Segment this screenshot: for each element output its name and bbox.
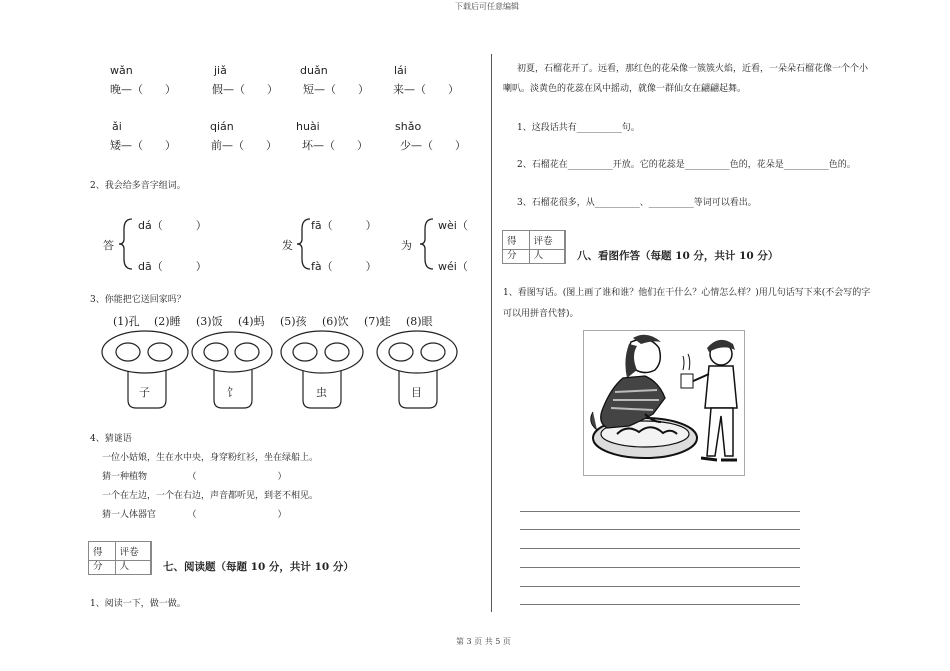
word-item: (5)孩 [280,315,307,328]
score-label: 得分 [89,542,116,574]
page-footer: 第 3 页 共 5 页 [456,637,511,646]
answer-line[interactable] [520,586,800,587]
mushroom-radical: 虫 [316,386,327,399]
riddle-2-answer: 猜一人体器官 （ ） [102,510,287,520]
antonym-item: 晚—（ ） [110,83,176,96]
brace-icon [296,217,312,271]
pinyin: lái [394,64,407,77]
mushroom-radical: 饣 [227,386,238,399]
antonym-item: 少—（ ） [400,139,466,152]
pinyin: huài [296,120,320,133]
question-4-title: 4、猜谜语 [90,434,132,444]
score-box [88,541,152,575]
antonym-item: 坏—（ ） [302,139,368,152]
mushroom-houses [96,330,486,412]
pinyin: ǎi [112,120,122,133]
riddle-1: 一位小姑娘，生在水中央，身穿粉红衫，坐在绿船上。 [102,453,319,463]
picture-question-line-1: 1、看图写话。(图上画了谁和谁？他们在干什么？心情怎么样？)用几句话写下来(不会写的字 [503,288,871,298]
riddle-2: 一个在左边，一个在右边，声音都听见，到老不相见。 [102,491,319,501]
answer-line[interactable] [520,548,800,549]
word-item: (7)蛙 [364,315,391,328]
passage-line-2: 喇叭。淡黄色的花蕊在风中摇动，就像一群仙女在翩翩起舞。 [503,84,747,94]
word-item: (8)眼 [406,315,433,328]
polyphone-top: fā（ ） [311,219,377,232]
word-item: (1)孔 [113,315,140,328]
answer-line[interactable] [520,567,800,568]
polyphone-top: wèi（ [438,219,468,232]
illustration-image [583,330,745,476]
page-header: 下载后可任意编辑 [455,2,519,11]
antonym-item: 矮—（ ） [110,139,176,152]
score-label: 得分 [503,231,530,263]
score-box [502,230,566,264]
section-8-title: 八、看图作答（每题 10 分，共计 10 分） [577,250,779,262]
polyphone-bottom: dā（ ） [138,260,207,273]
pinyin: wǎn [110,64,133,77]
mushroom-radical: 子 [139,386,150,399]
pinyin: jiǎ [214,64,227,77]
brace-icon [419,217,435,271]
grader-label: 评卷人 [530,231,565,263]
reading-question-1: 1、这段话共有__________句。 [517,123,640,133]
picture-question-line-2: 可以用拼音代替)。 [503,309,579,319]
antonym-item: 来—（ ） [393,83,459,96]
section-7-title: 七、阅读题（每题 10 分，共计 10 分） [163,561,354,573]
column-divider [491,54,492,612]
polyphone-char: 为 [401,239,412,252]
polyphone-bottom: fà（ ） [311,260,377,273]
reading-question-3: 3、石榴花很多，从__________、__________等词可以看出。 [517,198,757,208]
brace-icon [118,217,134,271]
mushroom-radical: 目 [411,386,422,399]
pinyin: qián [210,120,234,133]
question-3-title: 3、你能把它送回家吗？ [90,295,186,305]
pinyin: duǎn [300,64,328,77]
word-item: (4)蚂 [238,315,265,328]
pinyin: shǎo [395,120,422,133]
word-item: (2)睡 [154,315,181,328]
word-item: (6)饮 [322,315,349,328]
antonym-item: 假—（ ） [212,83,278,96]
answer-line[interactable] [520,604,800,605]
answer-line[interactable] [520,511,800,512]
question-2-title: 2、我会给多音字组词。 [90,181,186,191]
antonym-item: 前—（ ） [211,139,277,152]
polyphone-char: 发 [282,239,293,252]
word-item: (3)饭 [196,315,223,328]
polyphone-char: 答 [103,239,114,252]
question-7-1: 1、阅读一下，做一做。 [90,599,186,609]
polyphone-top: dá（ ） [138,219,207,232]
polyphone-bottom: wéi（ [438,260,468,273]
riddle-1-answer: 猜一种植物 （ ） [102,472,287,482]
passage-line-1: 初夏，石榴花开了。远看，那红色的花朵像一簇簇火焰，近看，一朵朵石榴花像一个个小 [517,64,869,74]
grader-label: 评卷人 [116,542,151,574]
answer-line[interactable] [520,529,800,530]
reading-question-2: 2、石榴花在__________开放。它的花蕊是__________色的，花朵是__________色的。 [517,160,856,170]
antonym-item: 短—（ ） [303,83,369,96]
